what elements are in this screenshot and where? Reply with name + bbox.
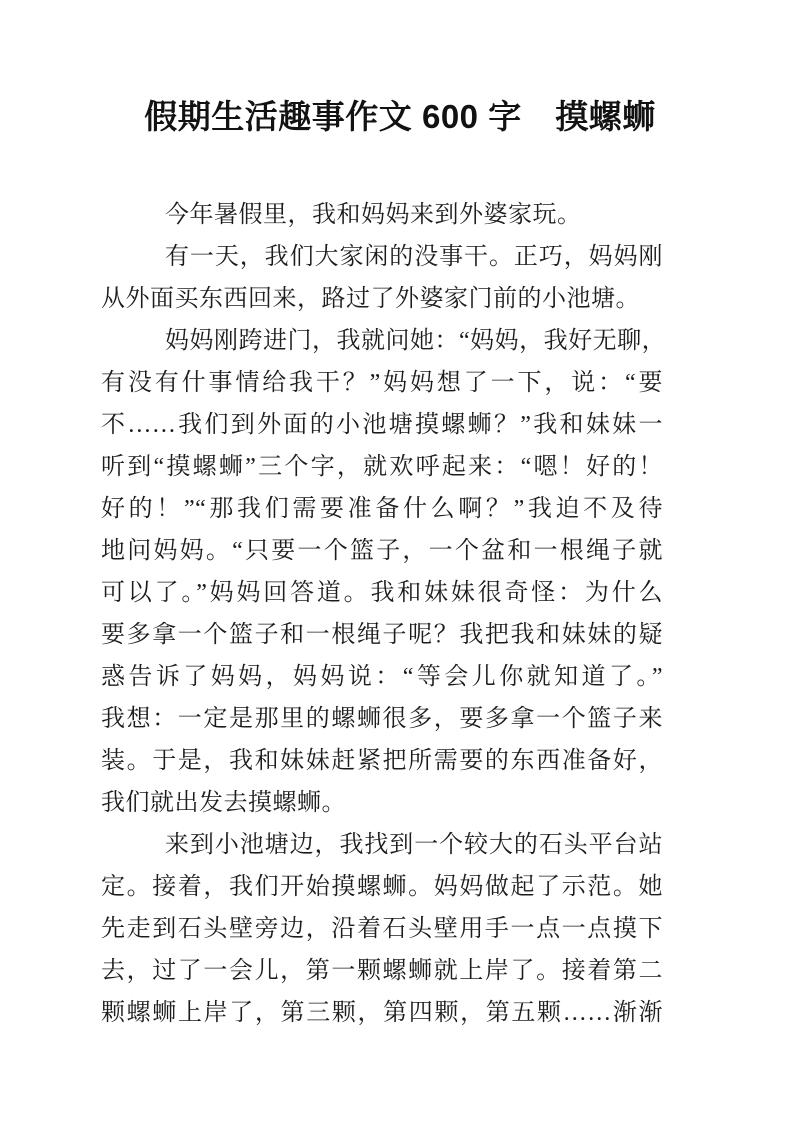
essay-paragraph <box>101 320 667 824</box>
essay-line: 来到小池塘边，我找到一个较大的石头平台站 <box>165 832 663 858</box>
essay-line: 要多拿一个篮子和一根绳子呢？我把我和妹妹的疑 <box>101 622 663 648</box>
essay-line: 有一天，我们大家闲的没事干。正巧，妈妈刚 <box>165 244 663 270</box>
essay-line: 装。于是，我和妹妹赶紧把所需要的东西准备好， <box>101 748 663 774</box>
essay-paragraph <box>101 236 663 320</box>
essay-line: 妈妈刚跨进门，我就问她：“妈妈，我好无聊， <box>165 328 667 354</box>
essay-paragraph <box>101 194 663 236</box>
essay-line: 惑告诉了妈妈，妈妈说：“等会儿你就知道了。” <box>101 664 663 690</box>
essay-line: 地问妈妈。“只要一个篮子，一个盆和一根绳子就 <box>101 538 663 564</box>
essay-line: 定。接着，我们开始摸螺蛳。妈妈做起了示范。她 <box>101 874 663 900</box>
essay-title: 假期生活趣事作文 600 字 摸螺蛳 <box>144 98 656 135</box>
essay-line: 先走到石头壁旁边，沿着石头壁用手一点一点摸下 <box>101 916 663 942</box>
essay-line: 可以了。”妈妈回答道。我和妹妹很奇怪：为什么 <box>101 580 663 606</box>
essay-line: 去，过了一会儿，第一颗螺蛳就上岸了。接着第二 <box>101 958 663 984</box>
essay-line: 我们就出发去摸螺蛳。 <box>101 790 346 816</box>
essay-line: 不……我们到外面的小池塘摸螺蛳？”我和妹妹一 <box>101 412 663 438</box>
essay-body <box>101 194 667 1034</box>
essay-line: 今年暑假里，我和妈妈来到外婆家玩。 <box>165 202 582 228</box>
essay-line: 有没有什事情给我干？”妈妈想了一下，说：“要 <box>101 370 663 396</box>
essay-line: 颗螺蛳上岸了，第三颗，第四颗，第五颗……渐渐 <box>101 1000 663 1026</box>
essay-line: 听到“摸螺蛳”三个字，就欢呼起来：“嗯！好的！ <box>101 454 663 480</box>
essay-line: 我想：一定是那里的螺蛳很多，要多拿一个篮子来 <box>101 706 663 732</box>
essay-line: 从外面买东西回来，路过了外婆家门前的小池塘。 <box>101 286 640 312</box>
essay-line: 好的！”“那我们需要准备什么啊？”我迫不及待 <box>101 496 663 522</box>
essay-paragraph <box>101 824 663 1034</box>
